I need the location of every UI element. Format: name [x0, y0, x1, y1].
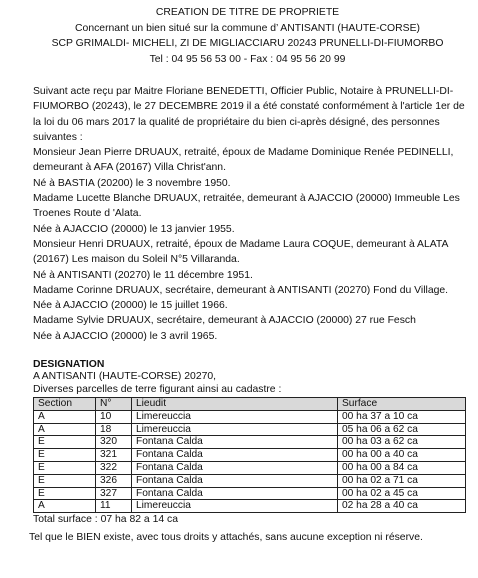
person-birth: Né à BASTIA (20200) le 3 novembre 1950. — [33, 177, 231, 189]
notary-office-line: SCP GRIMALDI- MICHELI, ZI DE MIGLIACCIARU 20243 PRUNELLI-DI-FIUMORBO — [51, 38, 444, 49]
total-surface: Total surface : 07 ha 82 a 14 ca — [33, 514, 178, 526]
table-row — [34, 410, 466, 423]
cell-number: 320 — [96, 436, 132, 449]
cell-surface: 00 ha 37 a 10 ca — [338, 410, 466, 423]
person-description: Madame Lucette Blanche DRUAUX, retraitée, demeurant à AJACCIO (20000) Immeuble Les Troenes Route d 'Alata. — [33, 193, 460, 220]
person-description: Monsieur Henri DRUAUX, retraité, époux de Madame Laura COQUE, demeurant à ALATA (20167) Les maison du Soleil N°5 Villaranda. — [33, 238, 448, 266]
document-title: CREATION DE TITRE DE PROPRIETE — [155, 7, 340, 18]
cell-section: E — [34, 462, 96, 475]
cell-lieudit: Fontana Calda — [132, 474, 338, 487]
table-row — [34, 462, 466, 475]
cell-section: E — [34, 449, 96, 462]
cell-number: 322 — [96, 462, 132, 475]
table-row — [34, 423, 466, 436]
person-description: Madame Sylvie DRUAUX, secrétaire, demeurant à AJACCIO (20000) 27 rue Fesch — [33, 315, 416, 327]
cell-lieudit: Limereuccia — [132, 410, 338, 423]
person-description: Monsieur Jean Pierre DRUAUX, retraité, époux de Madame Dominique Renée PEDINELLI, demeurant à AFA (20167) Villa Christ'ann. — [33, 147, 454, 174]
designation-intro: Diverses parcelles de terre figurant ainsi au cadastre : — [33, 383, 282, 395]
cadastre-table — [33, 397, 466, 513]
cell-lieudit: Fontana Calda — [132, 436, 338, 449]
cell-number: 10 — [96, 410, 132, 423]
cell-surface: 00 ha 02 a 45 ca — [338, 487, 466, 500]
cell-lieudit: Limereuccia — [132, 500, 338, 513]
column-header-lieudit: Lieudit — [132, 398, 338, 411]
designation-heading: DESIGNATION — [33, 359, 105, 371]
table-header-row — [34, 398, 466, 411]
cell-section: E — [34, 487, 96, 500]
column-header-section: Section — [34, 398, 96, 411]
column-header-number: N° — [96, 398, 132, 411]
person-birth: Née à AJACCIO (20000) le 3 avril 1965. — [33, 330, 218, 342]
table-row — [34, 436, 466, 449]
cell-lieudit: Fontana Calda — [132, 462, 338, 475]
cell-surface: 02 ha 28 a 40 ca — [338, 500, 466, 513]
deed-body — [33, 84, 474, 344]
cell-lieudit: Fontana Calda — [132, 487, 338, 500]
contact-line: Tel : 04 95 56 53 00 - Fax : 04 95 56 20 99 — [149, 53, 346, 65]
cell-number: 326 — [96, 474, 132, 487]
cell-section: A — [34, 423, 96, 436]
table-row — [34, 487, 466, 500]
cell-lieudit: Limereuccia — [132, 423, 338, 436]
cell-number: 11 — [96, 500, 132, 513]
cell-section: A — [34, 410, 96, 423]
cell-surface: 00 ha 00 a 84 ca — [338, 462, 466, 475]
table-row — [34, 449, 466, 462]
property-location-line: Concernant un bien situé sur la commune d’ ANTISANTI (HAUTE-CORSE) — [75, 22, 420, 34]
cell-section: A — [34, 500, 96, 513]
intro-paragraph: Suivant acte reçu par Maitre Floriane BENEDETTI, Officier Public, Notaire à PRUNELLI-DI-FIUMORBO (20243), le 27 DECEMBRE 2019 il a été constaté conformément à l'article 1er de la loi du 06 mars 2017 la qualité de propriétaire du bien ci-après désigné, des personnes suivantes : — [33, 86, 465, 143]
person-birth: Née à AJACCIO (20000) le 13 janvier 1955. — [33, 223, 235, 235]
cell-number: 18 — [96, 423, 132, 436]
cell-number: 321 — [96, 449, 132, 462]
cell-number: 327 — [96, 487, 132, 500]
table-row — [34, 500, 466, 513]
cell-surface: 00 ha 03 a 62 ca — [338, 436, 466, 449]
table-row — [34, 474, 466, 487]
cell-surface: 00 ha 00 a 40 ca — [338, 449, 466, 462]
cell-lieudit: Fontana Calda — [132, 449, 338, 462]
person-birth: Née à AJACCIO (20000) le 15 juillet 1966. — [33, 300, 228, 312]
cell-surface: 00 ha 02 a 71 ca — [338, 474, 466, 487]
cell-surface: 05 ha 06 a 62 ca — [338, 423, 466, 436]
closing-statement: Tel que le BIEN existe, avec tous droits y attachés, sans aucune exception ni réserve. — [29, 531, 423, 543]
person-description: Madame Corinne DRUAUX, secrétaire, demeurant à ANTISANTI (20270) Fond du Village. — [33, 284, 449, 296]
document-header — [21, 5, 474, 67]
cell-section: E — [34, 474, 96, 487]
person-birth: Né à ANTISANTI (20270) le 11 décembre 1951. — [33, 269, 253, 281]
designation-location: A ANTISANTI (HAUTE-CORSE) 20270, — [33, 371, 217, 383]
column-header-surface: Surface — [338, 398, 466, 411]
cell-section: E — [34, 436, 96, 449]
